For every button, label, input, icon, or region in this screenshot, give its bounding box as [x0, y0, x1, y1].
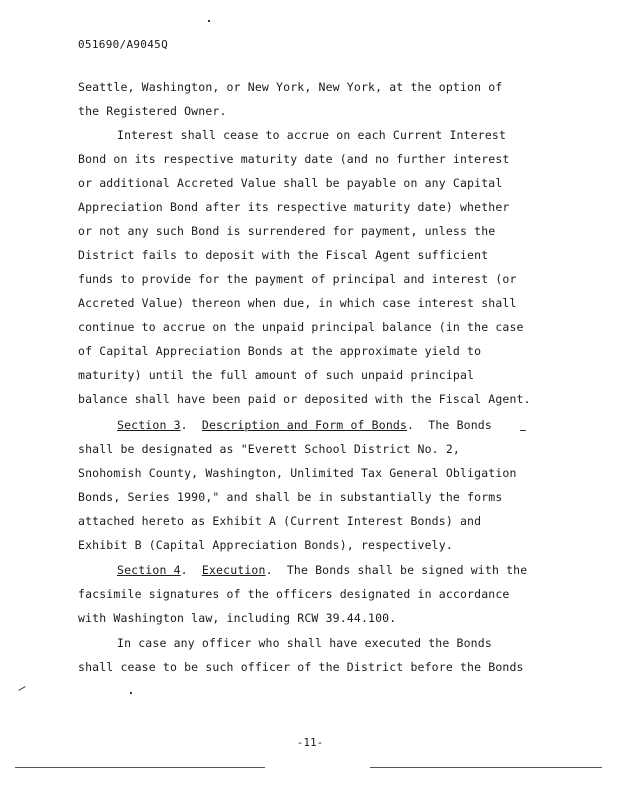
section-4-heading-line: Section 4. Execution. The Bonds shall be signed with the: [117, 563, 528, 577]
footer-rule: [370, 767, 602, 768]
text-line: Seattle, Washington, or New York, New York, at the option of: [78, 80, 503, 94]
footer-rule: [15, 767, 265, 768]
section-4-title: Execution: [201, 563, 266, 577]
section-3-lead: The Bonds: [428, 418, 492, 432]
text-line: or not any such Bond is surrendered for payment, unless the: [78, 224, 496, 238]
text-line: of Capital Appreciation Bonds at the approximate yield to: [78, 344, 482, 358]
section-3-title: Description and Form of Bonds: [201, 418, 408, 432]
text-line: facsimile signatures of the officers designated in accordance: [78, 587, 510, 601]
text-line: In case any officer who shall have executed the Bonds: [117, 636, 492, 650]
text-line: or additional Accreted Value shall be payable on any Capital: [78, 176, 503, 190]
section-3-heading-line: Section 3. Description and Form of Bonds. The Bonds: [117, 418, 492, 432]
text-line: Snohomish County, Washington, Unlimited Tax General Obligation: [78, 466, 517, 480]
text-line: attached hereto as Exhibit A (Current Interest Bonds) and: [78, 514, 482, 528]
page-number: -11-: [296, 736, 324, 749]
scan-speck: [520, 430, 526, 431]
text-line: continue to accrue on the unpaid principal balance (in the case: [78, 320, 524, 334]
section-3-number: Section 3: [117, 418, 181, 432]
text-line: shall be designated as "Everett School District No. 2,: [78, 442, 460, 456]
text-line: with Washington law, including RCW 39.44.100.: [78, 611, 397, 625]
text-line: Appreciation Bond after its respective maturity date) whether: [78, 200, 510, 214]
text-line: District fails to deposit with the Fiscal Agent sufficient: [78, 248, 489, 262]
text-line: maturity) until the full amount of such unpaid principal: [78, 368, 475, 382]
text-line: funds to provide for the payment of principal and interest (or: [78, 272, 517, 286]
text-line: Accreted Value) thereon when due, in which case interest shall: [78, 296, 517, 310]
text-line: shall cease to be such officer of the District before the Bonds: [78, 660, 524, 674]
text-line: balance shall have been paid or deposited with the Fiscal Agent.: [78, 392, 531, 406]
text-line: the Registered Owner.: [78, 104, 227, 118]
scan-speck: [18, 686, 25, 691]
document-id: 051690/A9045Q: [78, 38, 168, 51]
text-line: Bond on its respective maturity date (and no further interest: [78, 152, 510, 166]
section-4-lead: The Bonds shall be signed with the: [286, 563, 528, 577]
scan-speck: [130, 692, 132, 694]
text-line: Interest shall cease to accrue on each Current Interest: [117, 128, 507, 142]
text-line: Bonds, Series 1990," and shall be in substantially the forms: [78, 490, 503, 504]
text-line: Exhibit B (Capital Appreciation Bonds), respectively.: [78, 538, 453, 552]
scan-speck: [208, 20, 210, 22]
section-4-number: Section 4: [117, 563, 181, 577]
